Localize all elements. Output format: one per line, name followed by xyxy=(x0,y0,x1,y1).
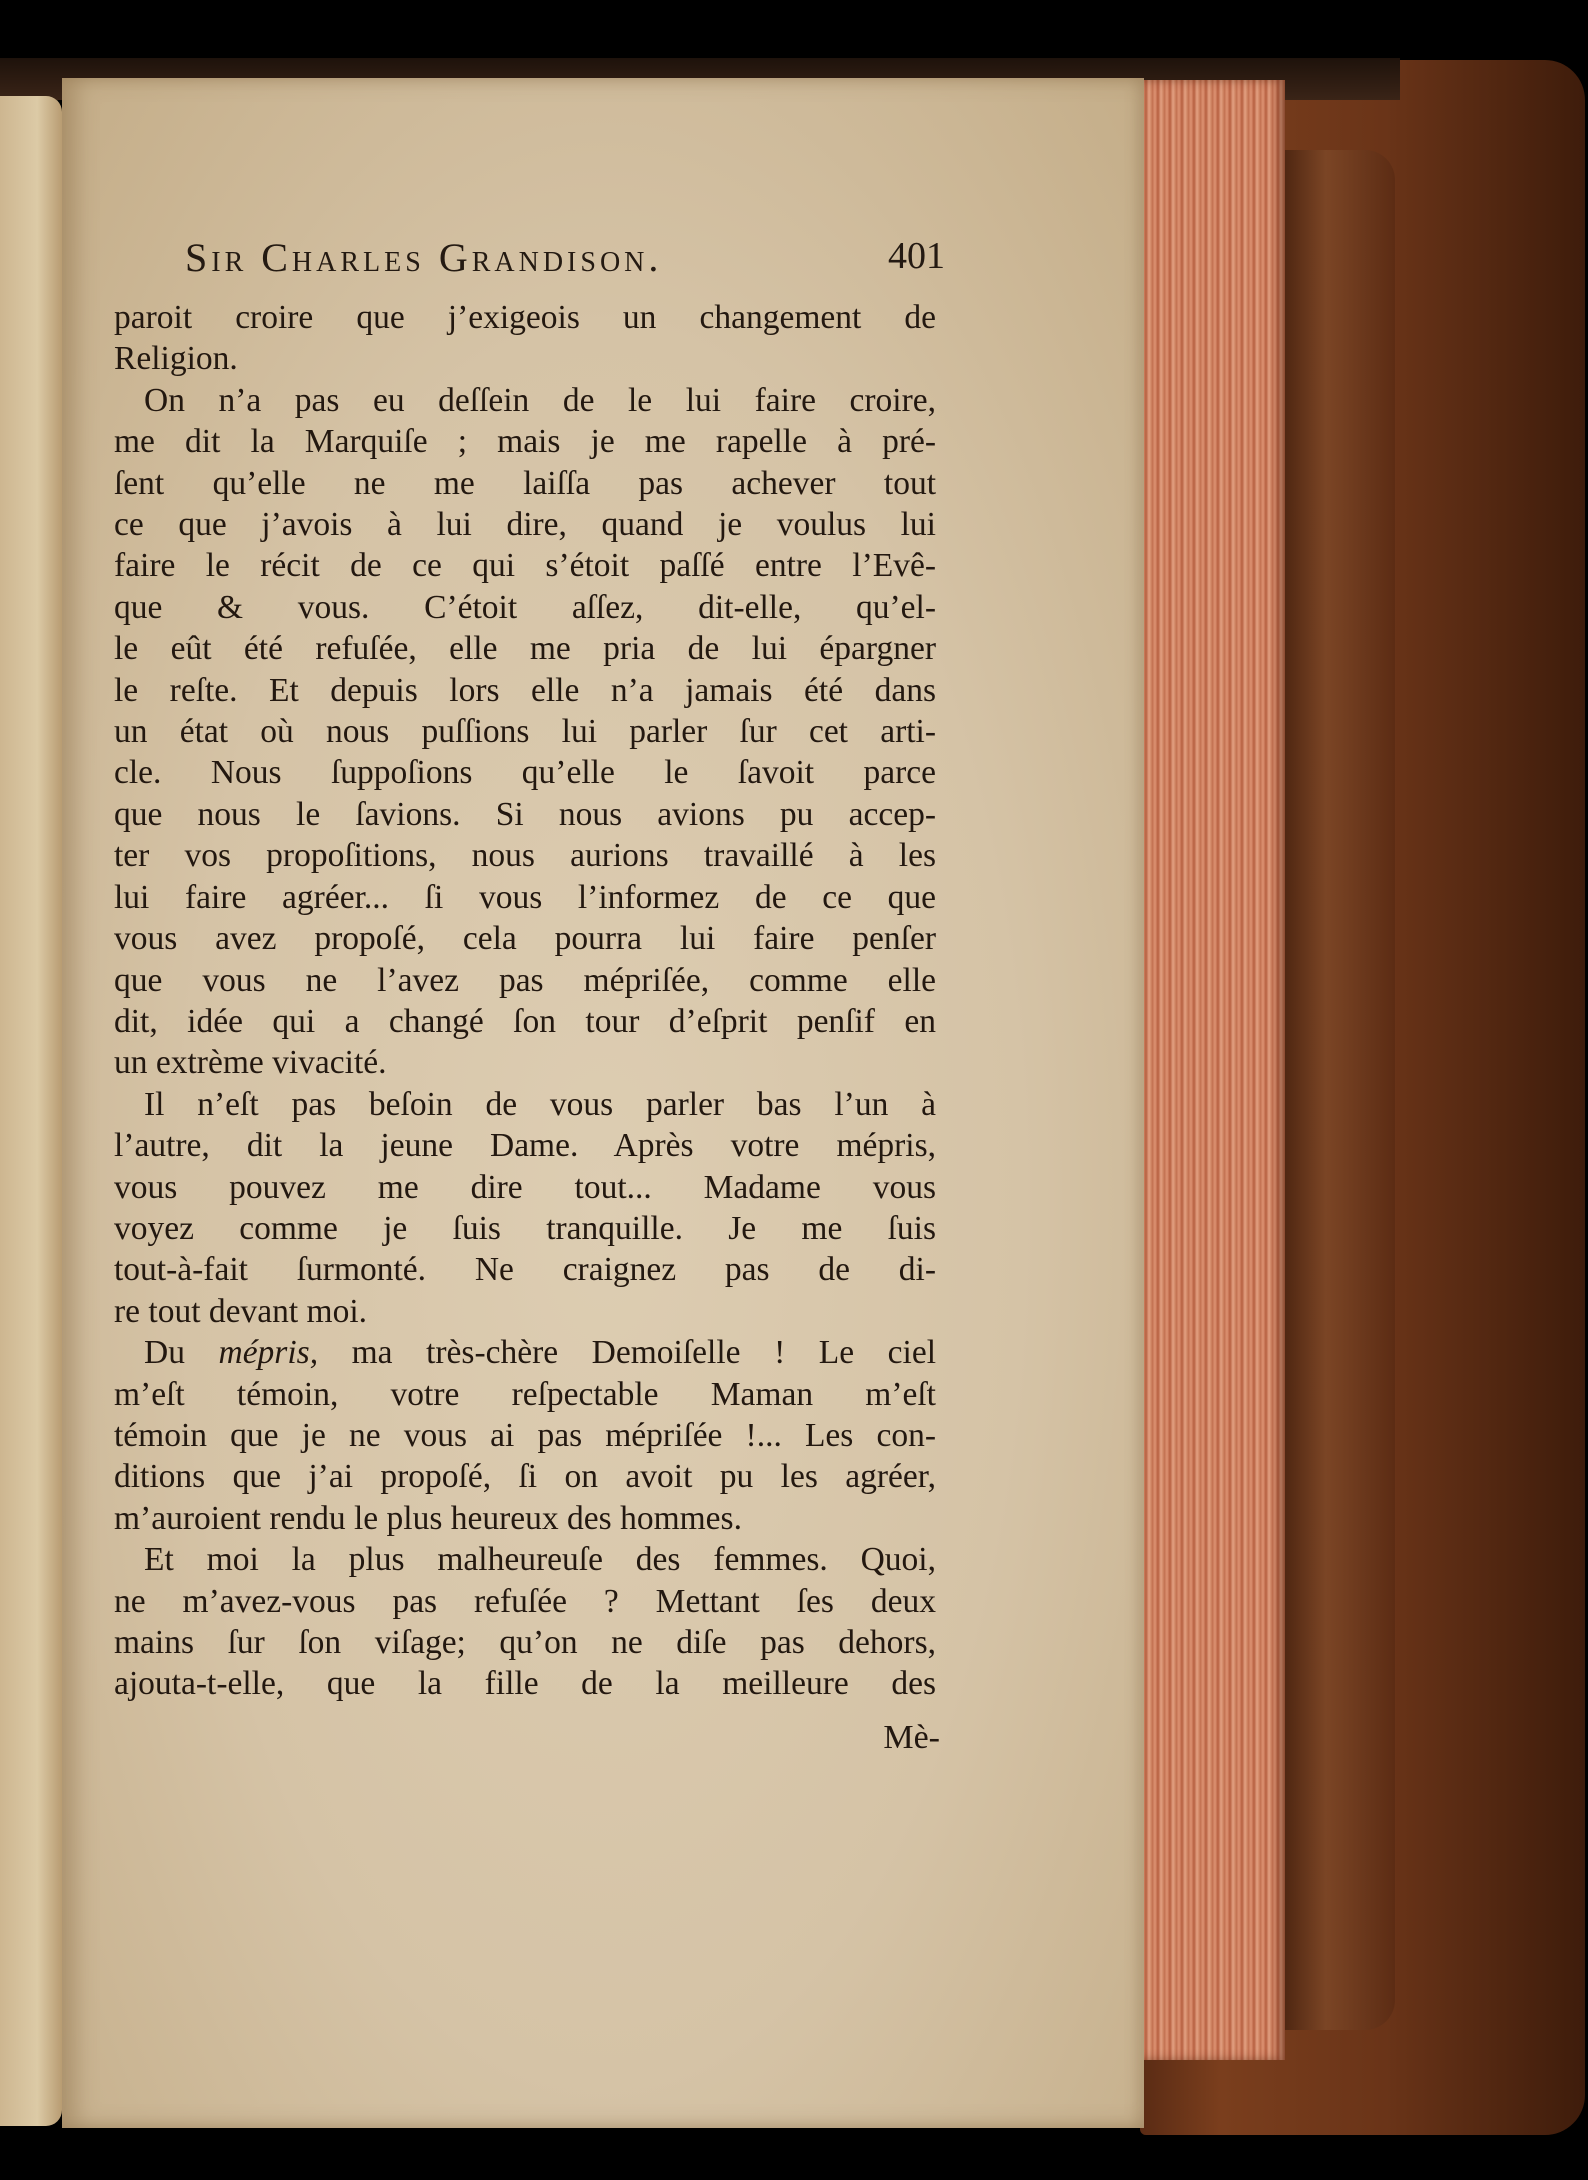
text-line: vous avez propoſé, cela pourra lui faire penſer xyxy=(114,920,936,958)
text-line: un extrème vivacité. xyxy=(114,1044,387,1082)
text-line: faire le récit de ce qui s’étoit paſſé entre l’Evê- xyxy=(114,547,936,585)
running-title: Sir Charles Grandison. xyxy=(185,235,663,280)
line-start: Du xyxy=(144,1334,185,1372)
body-text xyxy=(114,297,936,1705)
text-line: témoin que je ne vous ai pas mépriſée !... Les con- xyxy=(114,1416,936,1454)
text-line: mains ſur ſon viſage; qu’on ne diſe pas dehors, xyxy=(114,1624,936,1661)
text-line: me dit la Marquiſe ; mais je me rapelle à pré- xyxy=(114,423,936,461)
page-header xyxy=(185,234,945,282)
text-line: Il n’eſt pas beſoin de vous parler bas l’un à xyxy=(144,1085,936,1123)
text-line: m’auroient rendu le plus heureux des hommes. xyxy=(114,1499,742,1537)
italic-word: mépris, xyxy=(218,1334,319,1372)
text-line: tout-à-fait ſurmonté. Ne craignez pas de di- xyxy=(114,1251,936,1289)
text-line: un état où nous puſſions lui parler ſur cet arti- xyxy=(114,713,936,751)
text-line: lui faire agréer... ſi vous l’informez de ce que xyxy=(114,878,936,916)
text-line: re tout devant moi. xyxy=(114,1292,368,1330)
text-line: l’autre, dit la jeune Dame. Après votre mépris, xyxy=(114,1127,936,1165)
text-line: le reſte. Et depuis lors elle n’a jamais été dans xyxy=(114,671,936,709)
page-edges xyxy=(1140,80,1285,2060)
text-line: m’eſt témoin, votre reſpectable Maman m’eſt xyxy=(114,1375,936,1413)
text-line: ter vos propoſitions, nous aurions travaillé à les xyxy=(114,837,936,875)
text-line: ditions que j’ai propoſé, ſi on avoit pu les agréer, xyxy=(114,1458,936,1496)
text-line: ce que j’avois à lui dire, quand je voulus lui xyxy=(114,506,936,544)
text-line: voyez comme je ſuis tranquille. Je me ſuis xyxy=(114,1209,936,1247)
text-line: que vous ne l’avez pas mépriſée, comme elle xyxy=(114,961,936,999)
text-line: Et moi la plus malheureuſe des femmes. Quoi, xyxy=(144,1541,936,1579)
text-line: ajouta-t-elle, que la fille de la meilleure des xyxy=(114,1665,936,1703)
text-line: ne m’avez-vous pas refuſée ? Mettant ſes deux xyxy=(114,1582,936,1620)
text-line xyxy=(114,1332,936,1373)
line-rest: ma très-chère Demoiſelle ! Le ciel xyxy=(351,1334,936,1372)
text-line: ſent qu’elle ne me laiſſa pas achever tout xyxy=(114,464,936,502)
text-line: cle. Nous ſuppoſions qu’elle le ſavoit parce xyxy=(114,754,936,792)
text-line: le eût été refuſée, elle me pria de lui épargner xyxy=(114,630,936,668)
catchword: Mè- xyxy=(883,1719,940,1756)
text-line: Religion. xyxy=(114,340,238,378)
page-number: 401 xyxy=(888,235,945,277)
text-line: que & vous. C’étoit aſſez, dit-elle, qu’el- xyxy=(114,588,936,626)
text-line: On n’a pas eu deſſein de le lui faire croire, xyxy=(144,381,936,419)
cover-fold xyxy=(1280,150,1395,2030)
facing-page-edge xyxy=(0,96,62,2126)
text-line: dit, idée qui a changé ſon tour d’eſprit penſif en xyxy=(114,1002,936,1040)
text-line: paroit croire que j’exigeois un changement de xyxy=(114,299,936,336)
text-line: que nous le ſavions. Si nous avions pu accep- xyxy=(114,795,936,833)
text-line: vous pouvez me dire tout... Madame vous xyxy=(114,1168,936,1206)
